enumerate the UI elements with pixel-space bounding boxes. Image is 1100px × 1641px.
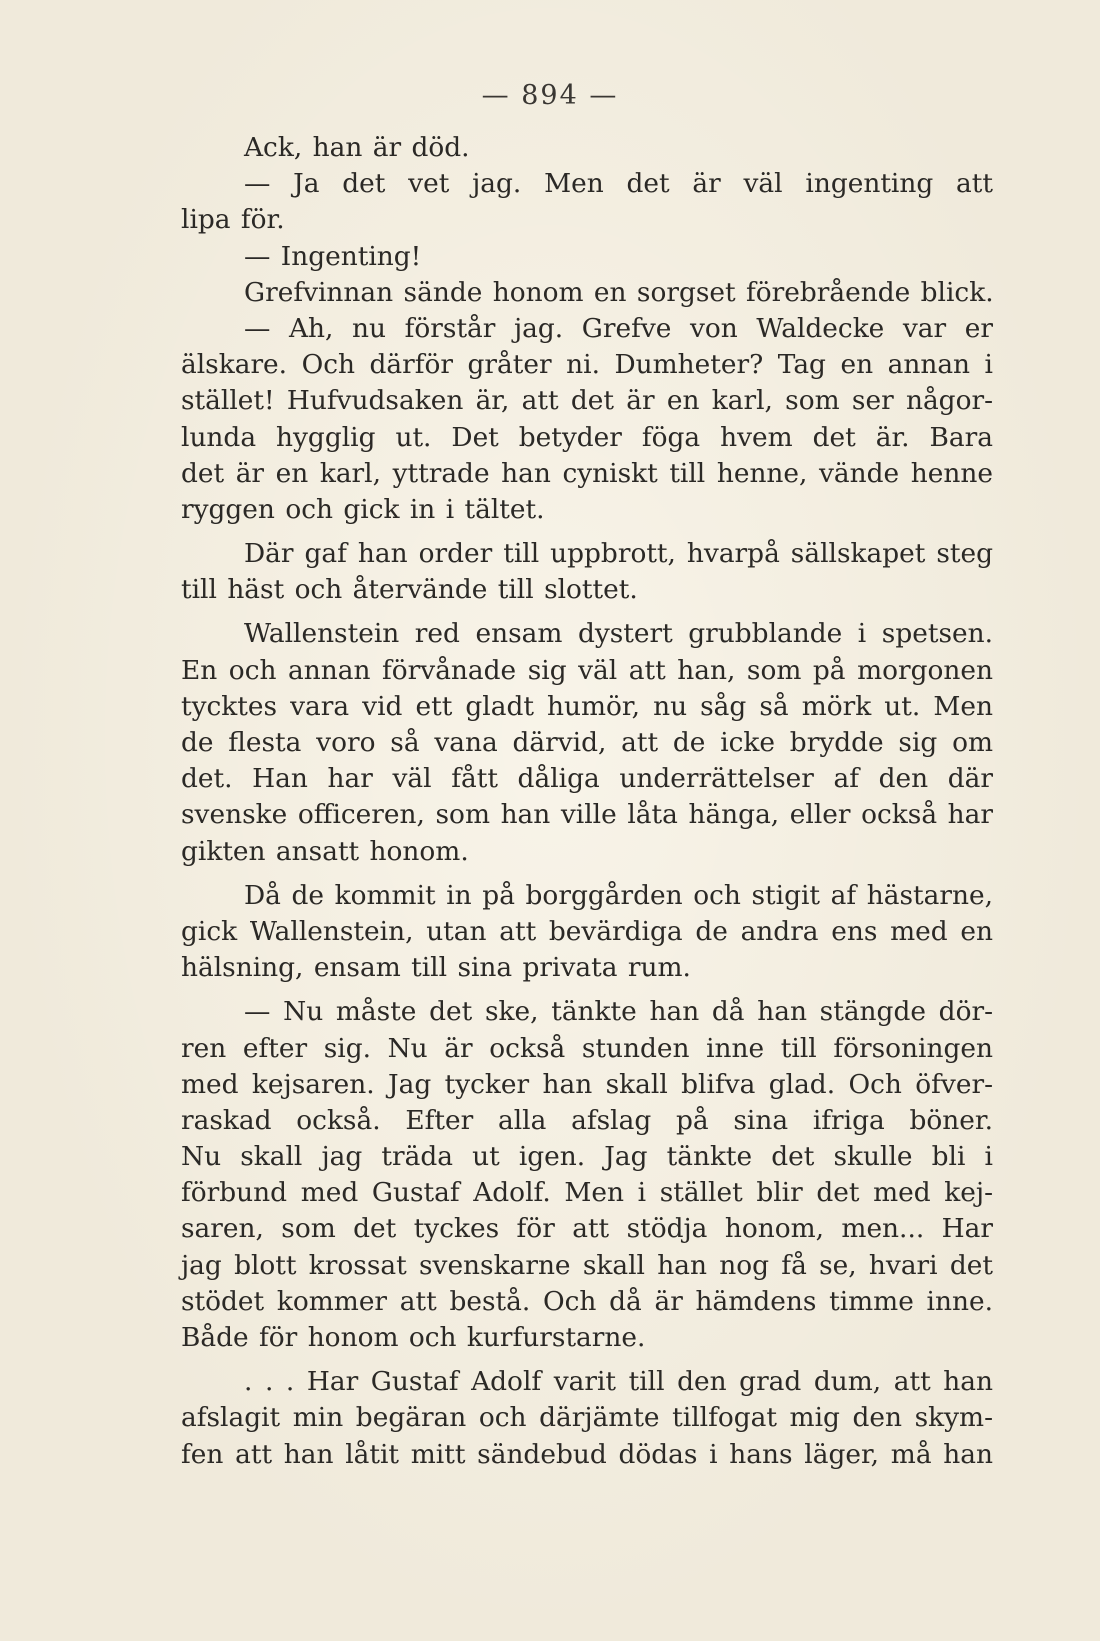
text-line: — Nu måste det ske, tänkte han då han stängde dör- <box>244 996 993 1028</box>
text-line: Ack, han är död. <box>244 132 470 163</box>
text-line: hälsning, ensam till sina privata rum. <box>181 952 691 984</box>
text-line: fen att han låtit mitt sändebud dödas i hans läger, må han <box>181 1438 993 1470</box>
text-line: Då de kommit in på borggården och stigit af hästarne, <box>244 879 993 911</box>
text-line: Grefvinnan sände honom en sorgset förebrående blick. <box>244 276 994 308</box>
text-line: Wallenstein red ensam dystert grubblande i spetsen. <box>244 618 993 650</box>
text-line: lipa för. <box>181 204 285 236</box>
text-line: älskare. Och därför gråter ni. Dumheter? Tag en annan i <box>181 349 993 381</box>
text-line: stället! Hufvudsaken är, att det är en karl, som ser någor- <box>181 385 993 417</box>
text-line: — Ah, nu förstår jag. Grefve von Waldecke var er <box>244 312 993 344</box>
text-line: jag blott krossat svenskarne skall han nog få se, hvari det <box>181 1249 993 1281</box>
text-line: med kejsaren. Jag tycker han skall blifva glad. Och öfver- <box>181 1068 993 1100</box>
text-line: raskad också. Efter alla afslag på sina ifriga böner. <box>181 1104 993 1136</box>
text-line: . . . Har Gustaf Adolf varit till den grad dum, att han <box>244 1366 993 1398</box>
text-line: gick Wallenstein, utan att bevärdiga de andra ens med en <box>181 915 993 947</box>
text-line: En och annan förvånade sig väl att han, som på morgonen <box>181 654 993 686</box>
text-line: stödet kommer att bestå. Och då är hämdens timme inne. <box>181 1285 993 1317</box>
page-number: — 894 — <box>481 80 619 111</box>
text-line: svenske officeren, som han ville låta hänga, eller också har <box>181 799 993 831</box>
text-line: Där gaf han order till uppbrott, hvarpå sällskapet steg <box>244 538 993 570</box>
text-line: ren efter sig. Nu är också stunden inne till försoningen <box>181 1032 993 1064</box>
text-line: till häst och återvände till slottet. <box>181 574 638 606</box>
text-line: Både för honom och kurfurstarne. <box>181 1322 646 1353</box>
text-line: gikten ansatt honom. <box>181 835 469 867</box>
text-line: — Ja det vet jag. Men det är väl ingenting att <box>244 168 993 200</box>
text-line: lunda hygglig ut. Det betyder föga hvem det är. Bara <box>181 421 993 453</box>
text-line: afslagit min begäran och därjämte tillfogat mig den skym- <box>181 1402 993 1434</box>
text-line: ryggen och gick in i tältet. <box>181 493 545 525</box>
text-line: — Ingenting! <box>244 240 422 272</box>
text-line: de flesta voro så vana därvid, att de icke brydde sig om <box>181 727 993 758</box>
text-line: tycktes vara vid ett gladt humör, nu såg så mörk ut. Men <box>181 690 993 722</box>
text-line: det. Han har väl fått dåliga underrättelser af den där <box>181 763 993 795</box>
text-line: saren, som det tyckes för att stödja honom, men... Har <box>181 1213 993 1245</box>
text-line: det är en karl, yttrade han cyniskt till henne, vände henne <box>181 457 993 489</box>
body-text <box>181 130 993 1473</box>
text-line: förbund med Gustaf Adolf. Men i stället blir det med kej- <box>181 1177 993 1209</box>
text-line: Nu skall jag träda ut igen. Jag tänkte det skulle bli i <box>181 1141 993 1173</box>
